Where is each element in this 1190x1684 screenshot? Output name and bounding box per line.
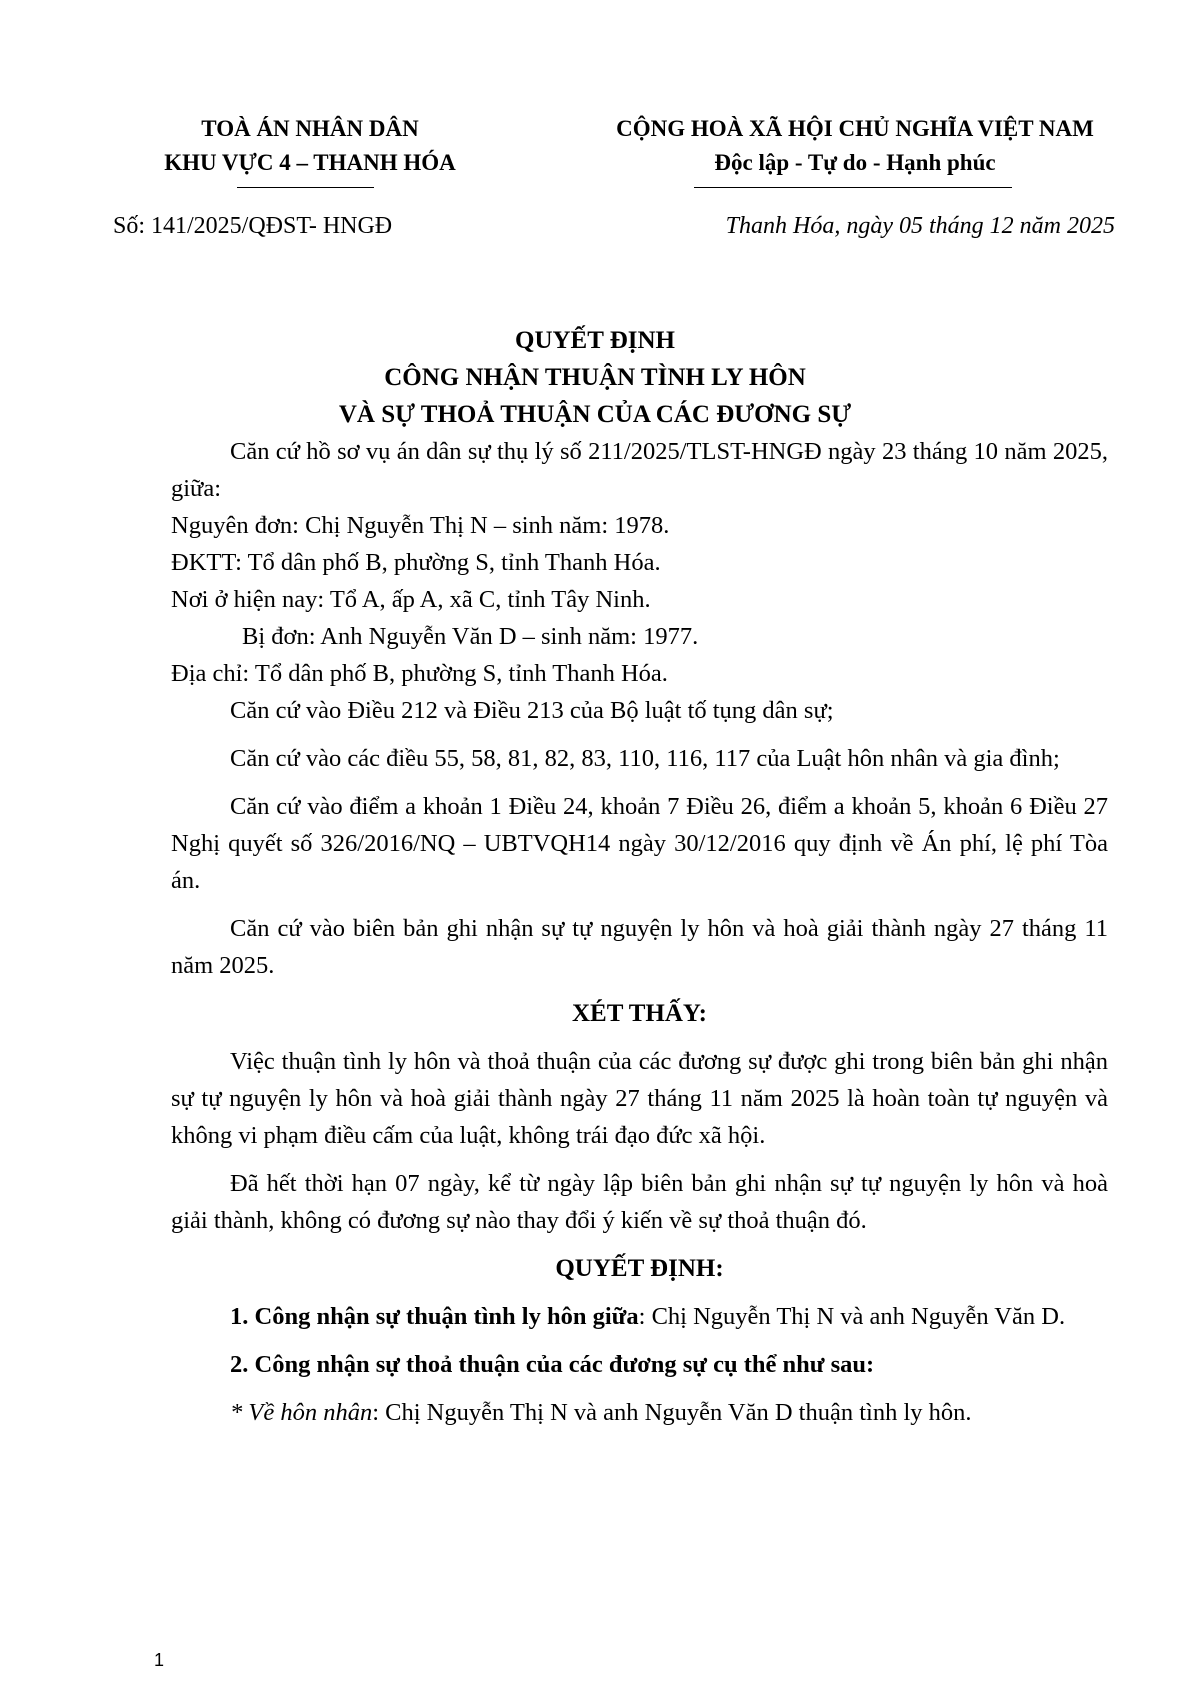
decision-item-2: 2. Công nhận sự thoả thuận của các đương sự cụ thể như sau: xyxy=(230,1351,875,1378)
court-region: KHU VỰC 4 – THANH HÓA xyxy=(164,150,456,175)
court-header-rule xyxy=(237,187,374,188)
court-header xyxy=(150,112,470,180)
plaintiff-info: Nguyên đơn: Chị Nguyễn Thị N – sinh năm: 1978. xyxy=(171,512,670,539)
basis-case-file: Căn cứ hồ sơ vụ án dân sự thụ lý số 211/2025/TLST-HNGĐ ngày 23 tháng 10 năm 2025, giữa: xyxy=(171,438,1108,502)
basis-fees-resolution: Căn cứ vào điểm a khoản 1 Điều 24, khoản 7 Điều 26, điểm a khoản 5, khoản 6 Điều 27 Nghị quyết số 326/2016/NQ – UBTVQH14 ngày 30/12/2016 quy định về Án phí, lệ phí Tòa án. xyxy=(171,793,1108,894)
place-date: Thanh Hóa, ngày 05 tháng 12 năm 2025 xyxy=(725,213,1115,239)
nation-header xyxy=(590,112,1120,180)
decision-marriage-text: : Chị Nguyễn Thị N và anh Nguyễn Văn D thuận tình ly hôn. xyxy=(372,1399,972,1426)
defendant-address: Địa chỉ: Tổ dân phố B, phường S, tỉnh Thanh Hóa. xyxy=(171,660,668,687)
document-body xyxy=(171,433,1108,1431)
title-line-1: QUYẾT ĐỊNH xyxy=(515,327,675,354)
basis-marriage-law: Căn cứ vào các điều 55, 58, 81, 82, 83, 110, 116, 117 của Luật hôn nhân và gia đình; xyxy=(230,745,1060,772)
findings-paragraph-1: Việc thuận tình ly hôn và thoả thuận của các đương sự được ghi trong biên bản ghi nhận sự tự nguyện ly hôn và hoà giải thành ngày 27 tháng 11 năm 2025 là hoàn toàn tự nguyện và không vi phạm điều cấm của luật, không trái đạo đức xã hội. xyxy=(171,1048,1108,1149)
nation-motto: Độc lập - Tự do - Hạnh phúc xyxy=(714,150,996,175)
court-name: TOÀ ÁN NHÂN DÂN xyxy=(201,116,419,141)
findings-heading: XÉT THẤY: xyxy=(571,1000,707,1027)
nation-header-rule xyxy=(694,187,1012,188)
defendant-info: Bị đơn: Anh Nguyễn Văn D – sinh năm: 1977. xyxy=(242,623,699,650)
decision-item-1 xyxy=(171,1298,1108,1335)
title-line-3: VÀ SỰ THOẢ THUẬN CỦA CÁC ĐƯƠNG SỰ xyxy=(338,401,852,428)
decision-marriage-label: * Về hôn nhân xyxy=(230,1399,373,1426)
decision-item-1-label: 1. Công nhận sự thuận tình ly hôn giữa xyxy=(230,1303,639,1330)
decision-heading: QUYẾT ĐỊNH: xyxy=(555,1255,724,1282)
basis-civil-procedure: Căn cứ vào Điều 212 và Điều 213 của Bộ luật tố tụng dân sự; xyxy=(230,697,834,724)
plaintiff-registered-address: ĐKTT: Tổ dân phố B, phường S, tỉnh Thanh Hóa. xyxy=(171,549,661,576)
document-number: Số: 141/2025/QĐST- HNGĐ xyxy=(113,213,393,239)
decision-item-1-text: : Chị Nguyễn Thị N và anh Nguyễn Văn D. xyxy=(638,1303,1066,1330)
page-number: 1 xyxy=(154,1650,165,1670)
findings-paragraph-2: Đã hết thời hạn 07 ngày, kể từ ngày lập biên bản ghi nhận sự tự nguyện ly hôn và hoà giải thành, không có đương sự nào thay đổi ý kiến về sự thoả thuận đó. xyxy=(171,1170,1108,1234)
title-line-2: CÔNG NHẬN THUẬN TÌNH LY HÔN xyxy=(384,364,806,391)
decision-marriage xyxy=(171,1394,1108,1431)
plaintiff-current-address: Nơi ở hiện nay: Tổ A, ấp A, xã C, tỉnh Tây Ninh. xyxy=(171,586,651,613)
basis-record: Căn cứ vào biên bản ghi nhận sự tự nguyện ly hôn và hoà giải thành ngày 27 tháng 11 năm 2025. xyxy=(171,915,1108,979)
nation-name: CỘNG HOÀ XÃ HỘI CHỦ NGHĨA VIỆT NAM xyxy=(616,116,1094,141)
document-title xyxy=(0,322,1190,433)
